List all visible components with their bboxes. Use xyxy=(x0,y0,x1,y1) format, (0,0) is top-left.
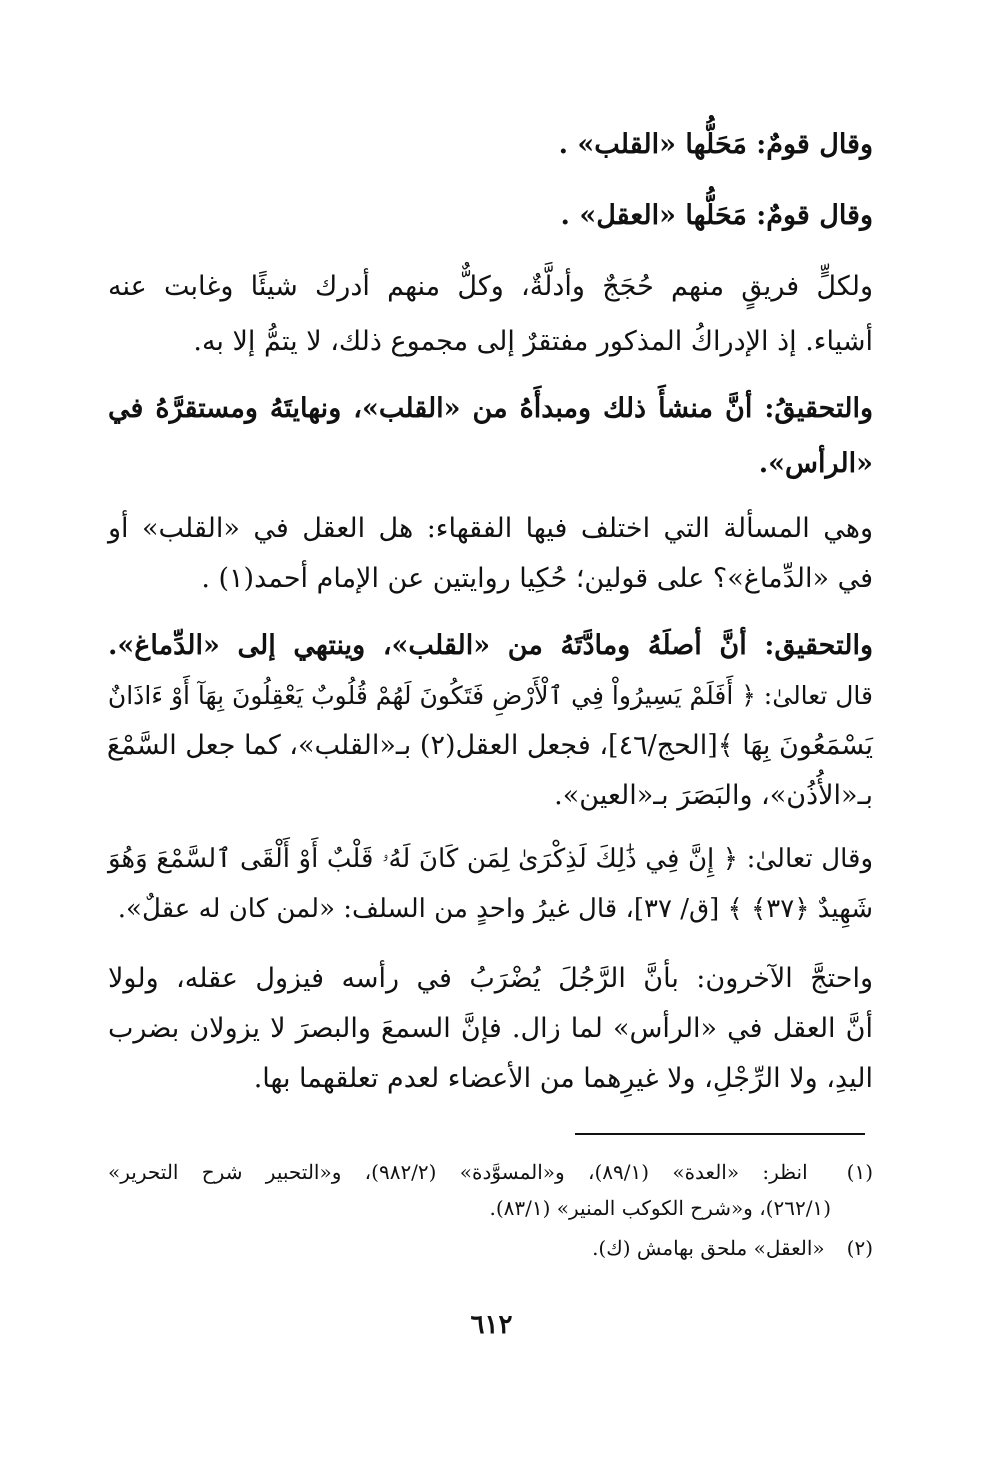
quran-verse-line: وقال تعالىٰ: ﴿ إِنَّ فِي ذَٰلِكَ لَذِكْرَىٰ لِمَن كَانَ لَهُۥ قَلْبٌ أَوْ أَلْقَى ٱلسَّمْعَ وَهُوَ xyxy=(108,844,873,874)
body-line: اليدِ، ولا الرِّجْلِ، ولا غيرِهما من الأعضاء لعدم تعلقهما بها. xyxy=(253,1063,873,1094)
body-line: وقال قومٌ: مَحَلُّها «القلب» . xyxy=(558,129,873,160)
footnote-text: انظر: «العدة» (٨٩/١)، و«المسوَّدة» (٩٨٢/٢)، و«التحبير شرح التحرير» xyxy=(108,1160,808,1184)
body-line: شَهِيدٌ ﴿٣٧﴾ ﴾ [ق/ ٣٧]، قال غيرُ واحدٍ من السلف: «لمن كان له عقلٌ». xyxy=(117,894,873,924)
body-line: والتحقيق: أنَّ أصلَهُ ومادَّتَهُ من «القلب»، وينتهي إلى «الدِّماغ». xyxy=(108,630,873,661)
footnote-separator xyxy=(575,1133,865,1135)
body-line: وهي المسألة التي اختلف فيها الفقهاء: هل العقل في «القلب» أو xyxy=(108,513,873,544)
body-line: أنَّ العقل في «الرأس» لما زال. فإنَّ السمعَ والبصرَ لا يزولان بضرب xyxy=(108,1013,873,1044)
body-line: «الرأس». xyxy=(758,448,873,479)
footnote-number: (٢) xyxy=(846,1236,873,1260)
body-line: أشياء. إذ الإدراكُ المذكور مفتقرٌ إلى مجموع ذلك، لا يتمُّ إلا به. xyxy=(193,326,873,357)
body-line: وقال قومٌ: مَحَلُّها «العقل» . xyxy=(560,200,873,231)
body-line: والتحقيقُ: أنَّ منشأَ ذلك ومبدأَهُ من «القلب»، ونهايتَهُ ومستقرَّهُ في xyxy=(108,393,873,424)
body-line: في «الدِّماغ»؟ على قولين؛ حُكِيا روايتين عن الإمام أحمد(١) . xyxy=(201,563,873,594)
body-line: ولكلٍّ فريقٍ منهم حُجَجٌ وأدلَّةٌ، وكلٌّ منهم أدرك شيئًا وغابت عنه xyxy=(108,271,873,302)
footnote-2 xyxy=(108,1231,873,1265)
footnote-text: (٢٦٢/١)، و«شرح الكوكب المنير» (٨٣/١). xyxy=(489,1196,831,1220)
quran-verse-line: قال تعالىٰ: ﴿ أَفَلَمْ يَسِيرُواْ فِي ٱلْأَرْضِ فَتَكُونَ لَهُمْ قُلُوبٌ يَعْقِلُونَ بِهَآ أَوْ ءَاذَانٌ xyxy=(107,681,873,710)
footnote-1 xyxy=(108,1155,873,1189)
footnote-number: (١) xyxy=(846,1160,873,1184)
page-number: ٦١٢ xyxy=(470,1310,513,1340)
body-line: واحتجَّ الآخرون: بأنَّ الرَّجُلَ يُضْرَبُ في رأسه فيزول عقله، ولولا xyxy=(108,963,873,994)
body-line: بـ«الأُذُن»، والبَصَرَ بـ«العين». xyxy=(554,780,873,811)
footnote-text: «العقل» ملحق بهامش (ك). xyxy=(592,1236,825,1260)
body-line: يَسْمَعُونَ بِهَا ﴾[الحج/٤٦]، فجعل العقل(٢) بـ«القلب»، كما جعل السَّمْعَ xyxy=(106,730,873,761)
